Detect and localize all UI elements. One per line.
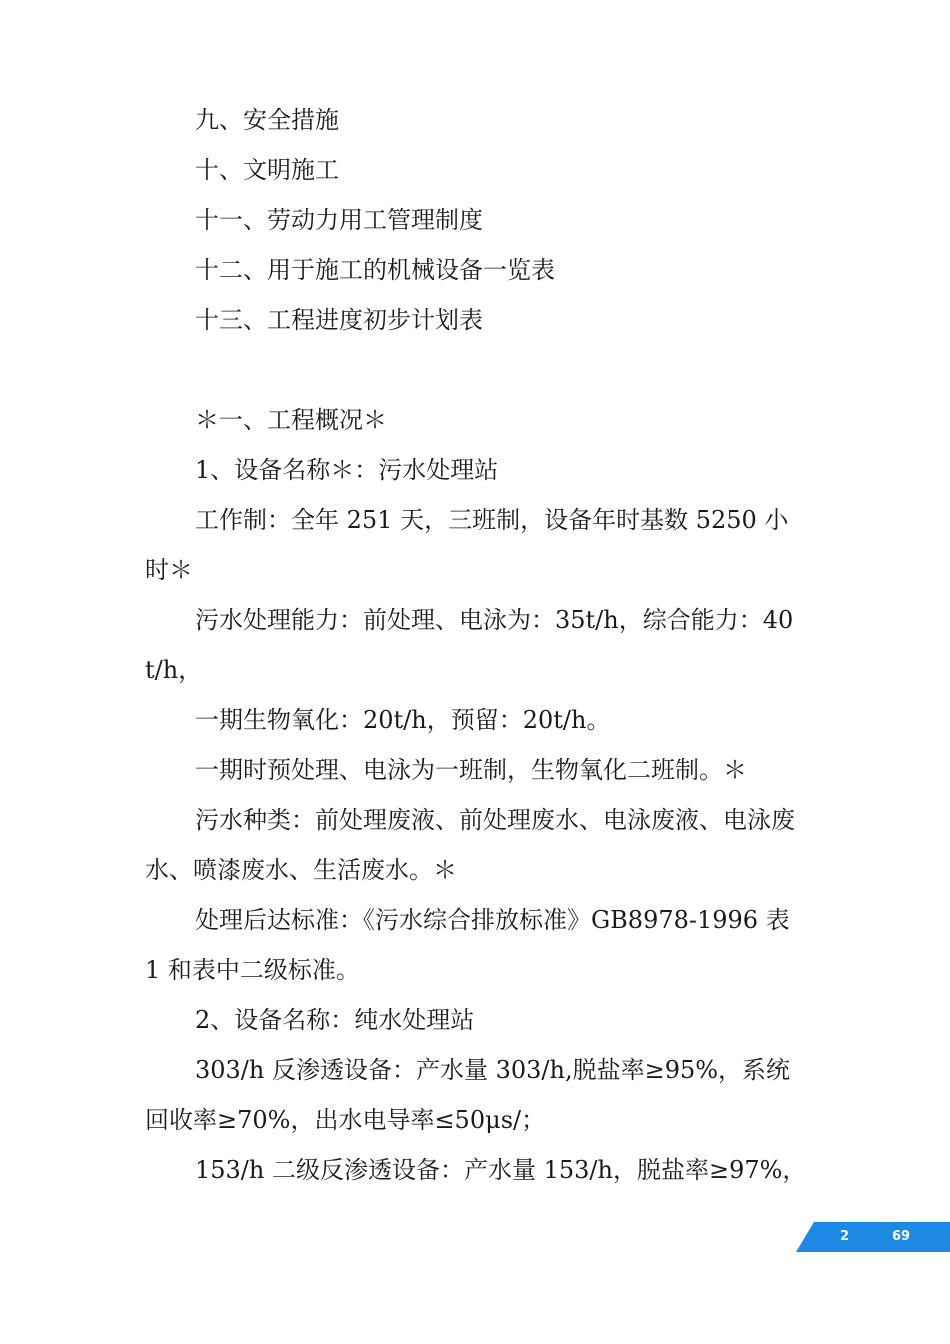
paragraph: 处理后达标准：《污水综合排放标准》GB8978-1996 表 1 和表中二级标准。 xyxy=(145,906,790,984)
paragraph: 1、设备名称＊：污水处理站 xyxy=(195,456,499,484)
paragraph: 污水种类：前处理废液、前处理废水、电泳废液、电泳废水、喷漆废水、生活废水。＊ xyxy=(145,806,795,884)
paragraph: 2、设备名称：纯水处理站 xyxy=(195,1006,475,1034)
paragraph: 污水处理能力：前处理、电泳为：35t/h，综合能力：40t/h， xyxy=(145,606,794,684)
table-of-contents xyxy=(195,95,555,345)
toc-item: 十二、用于施工的机械设备一览表 xyxy=(195,256,555,284)
paragraph: 工作制：全年 251 天，三班制，设备年时基数 5250 小时＊ xyxy=(145,506,789,584)
toc-item: 十三、工程进度初步计划表 xyxy=(195,306,483,334)
paragraph: 一期生物氧化：20t/h，预留：20t/h。 xyxy=(195,706,611,734)
toc-item: 九、安全措施 xyxy=(195,106,339,134)
toc-item: 十、文明施工 xyxy=(195,156,339,184)
section-heading: ＊一、工程概况＊ xyxy=(195,406,387,434)
paragraph: 153/h 二级反渗透设备：产水量 153/h，脱盐率≥97%， xyxy=(195,1156,807,1184)
page-number-band xyxy=(796,1222,950,1252)
toc-item: 十一、劳动力用工管理制度 xyxy=(195,206,483,234)
paragraph: 303/h 反渗透设备：产水量 303/h,脱盐率≥95%，系统回收率≥70%，出水电导率≤50μs/； xyxy=(145,1056,791,1134)
total-page-count: 69 xyxy=(892,1229,911,1244)
paragraph: 一期时预处理、电泳为一班制，生物氧化二班制。＊ xyxy=(195,756,747,784)
current-page-number: 2 xyxy=(840,1229,850,1244)
document-body xyxy=(145,395,810,1195)
page-number-band-shape xyxy=(796,1222,950,1252)
